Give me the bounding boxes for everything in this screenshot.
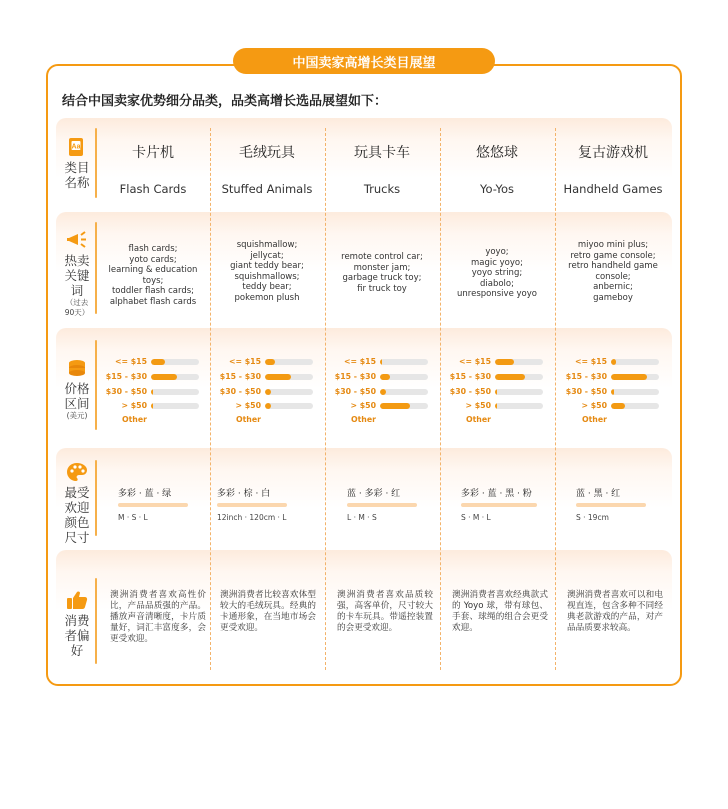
keyword: diabolo; <box>480 278 514 289</box>
page-title: 中国卖家高增长类目展望 <box>233 48 495 74</box>
popular-sizes: 12inch · 120cm · L <box>217 513 287 522</box>
price-track <box>380 403 428 409</box>
popular-sizes: M · S · L <box>118 513 148 522</box>
keyword: teddy bear; <box>242 282 292 292</box>
price-fill <box>495 389 497 395</box>
price-row <box>326 388 438 396</box>
price-track <box>495 389 543 395</box>
row-header-name <box>56 137 98 190</box>
consumer-preference: 澳洲消费者喜欢经典款式的 Yoyo 球，带有球包、手套、球绳的组合会更受欢迎。 <box>452 590 548 633</box>
price-row <box>557 388 669 396</box>
row-label-name: 类目名称 <box>64 160 90 190</box>
price-fill <box>611 359 616 365</box>
price-track <box>265 403 313 409</box>
price-row <box>441 402 553 410</box>
price-track <box>151 389 199 395</box>
price-track <box>265 389 313 395</box>
keyword: miyoo mini plus; <box>577 240 649 250</box>
price-fill <box>265 374 291 380</box>
keyword: gameboy <box>593 292 633 303</box>
price-row <box>441 373 553 381</box>
price-label: $30 - $50 <box>449 387 491 396</box>
category-name-cn: 玩具卡车 <box>354 145 410 161</box>
price-row <box>557 416 669 424</box>
price-row <box>326 373 438 381</box>
keyword: flash cards; <box>128 244 178 254</box>
price-track <box>151 359 199 365</box>
price-row <box>557 402 669 410</box>
price-row <box>326 358 438 366</box>
keyword: fir truck toy <box>357 283 407 294</box>
color-bar <box>118 503 188 507</box>
keyword: unresponsive yoyo <box>457 289 537 299</box>
keyword: squishmallow; <box>236 240 298 250</box>
row-header-color <box>56 462 98 545</box>
popular-sizes: L · M · S <box>347 513 377 522</box>
keywords-cell <box>211 240 323 303</box>
color-bar <box>461 503 537 507</box>
keyword: squishmallows; <box>234 271 300 282</box>
price-fill <box>265 389 271 395</box>
price-fill <box>151 359 165 365</box>
price-track <box>495 359 543 365</box>
price-label: > $50 <box>581 401 607 410</box>
popular-colors: 蓝 · 多彩 · 红 <box>347 489 401 499</box>
price-track <box>611 374 659 380</box>
category-name-en: Flash Cards <box>119 182 187 196</box>
thumbs-up-icon <box>66 590 88 610</box>
price-row <box>211 358 323 366</box>
category-name-en: Handheld Games <box>563 182 663 196</box>
price-track <box>265 374 313 380</box>
column-divider <box>210 128 211 670</box>
price-label: Other <box>235 415 261 424</box>
category-name-cell <box>557 142 669 196</box>
price-track <box>495 403 543 409</box>
price-label: <= $15 <box>574 357 607 366</box>
price-label: <= $15 <box>114 357 147 366</box>
price-label: $15 - $30 <box>449 372 491 381</box>
price-row <box>557 358 669 366</box>
price-label: > $50 <box>121 401 147 410</box>
keyword: toddler flash cards; <box>111 286 195 296</box>
price-label: $30 - $50 <box>105 387 147 396</box>
popular-colors: 蓝 · 黑 · 红 <box>576 489 621 499</box>
row-label-keywords: 热卖关键词 <box>64 253 90 298</box>
price-track <box>611 403 659 409</box>
price-row <box>211 388 323 396</box>
price-row <box>97 402 209 410</box>
category-name-cell <box>326 142 438 196</box>
keywords-cell <box>97 244 209 307</box>
price-track <box>380 359 428 365</box>
category-name-en: Stuffed Animals <box>221 182 313 196</box>
keyword: retro handheld game console; <box>568 261 658 282</box>
category-name-en: Yo-Yos <box>479 182 515 196</box>
category-name-en: Trucks <box>363 182 401 196</box>
price-row <box>97 388 209 396</box>
price-fill <box>151 389 153 395</box>
price-fill <box>611 403 625 409</box>
price-label: > $50 <box>465 401 491 410</box>
color-size-cell <box>217 486 329 522</box>
price-track <box>151 403 199 409</box>
row-header-pref <box>56 590 98 658</box>
popular-colors: 多彩 · 蓝 · 黑 · 粉 <box>461 489 532 499</box>
column-divider <box>440 128 441 670</box>
price-label: Other <box>581 415 607 424</box>
coins-icon <box>66 358 88 378</box>
price-track <box>265 359 313 365</box>
price-fill <box>495 359 514 365</box>
price-row <box>211 402 323 410</box>
popular-sizes: S · M · L <box>461 513 491 522</box>
price-fill <box>151 374 177 380</box>
row-header-keywords <box>56 230 98 318</box>
category-name-cell <box>441 142 553 196</box>
price-track <box>380 389 428 395</box>
megaphone-icon <box>66 230 88 250</box>
keywords-cell <box>441 247 553 300</box>
price-label: <= $15 <box>228 357 261 366</box>
keyword: monster jam; <box>353 262 411 273</box>
row-label-color: 最受欢迎颜色尺寸 <box>64 485 90 545</box>
color-size-cell <box>576 486 688 522</box>
keyword: alphabet flash cards <box>109 296 197 307</box>
keyword: retro game console; <box>570 250 656 261</box>
price-row <box>557 373 669 381</box>
price-label: $15 - $30 <box>334 372 376 381</box>
price-label: > $50 <box>350 401 376 410</box>
price-fill <box>611 389 614 395</box>
price-fill <box>611 374 647 380</box>
row-header-price <box>56 358 98 421</box>
price-label: $15 - $30 <box>105 372 147 381</box>
price-label: > $50 <box>235 401 261 410</box>
price-fill <box>495 374 525 380</box>
row-band-price <box>56 328 672 442</box>
consumer-preference: 澳洲消费者喜欢高性价比，产品品质强的产品。播放声音清晰度，卡片质量好，词汇丰富度多，会更受欢迎。 <box>110 590 206 644</box>
color-bar <box>217 503 287 507</box>
consumer-preference: 澳洲消费者喜欢可以和电视直连，包含多种不同经典老款游戏的产品，对产品品质要求较高。 <box>567 590 663 633</box>
price-row <box>326 402 438 410</box>
keyword: remote control car; <box>341 252 423 262</box>
price-row <box>326 416 438 424</box>
keyword: garbage truck toy; <box>342 273 422 283</box>
price-track <box>151 374 199 380</box>
price-track <box>380 374 428 380</box>
popular-colors: 多彩 · 蓝 · 绿 <box>118 489 172 499</box>
keyword: pokemon plush <box>234 292 300 303</box>
keywords-cell <box>326 252 438 294</box>
column-divider <box>325 128 326 670</box>
color-size-cell <box>461 486 573 522</box>
row-label-pref: 消费者偏好 <box>64 613 90 658</box>
category-name-cn: 复古游戏机 <box>578 145 648 161</box>
price-label: <= $15 <box>458 357 491 366</box>
row-label-price: 价格区间 <box>64 381 90 411</box>
intro-text: 结合中国卖家优势细分品类，品类高增长选品展望如下： <box>62 94 388 109</box>
price-label: $15 - $30 <box>565 372 607 381</box>
price-row <box>97 373 209 381</box>
price-label: <= $15 <box>343 357 376 366</box>
price-label: $15 - $30 <box>219 372 261 381</box>
price-row <box>97 358 209 366</box>
keyword: yoyo string; <box>471 268 523 278</box>
price-track <box>611 389 659 395</box>
document-aa-icon <box>66 137 88 157</box>
price-row <box>441 388 553 396</box>
price-row <box>441 358 553 366</box>
keywords-cell <box>557 240 669 303</box>
price-row <box>211 373 323 381</box>
keyword: anbernic; <box>593 282 633 292</box>
keyword: jellycat; <box>250 250 284 261</box>
keyword: yoto cards; <box>129 254 177 265</box>
category-name-cn: 毛绒玩具 <box>239 145 295 161</box>
price-fill <box>380 389 386 395</box>
keyword: learning & education toys; <box>108 265 198 286</box>
price-fill <box>151 403 153 409</box>
price-fill <box>265 403 271 409</box>
row-sub-keywords: （过去90天） <box>64 298 90 317</box>
price-label: Other <box>465 415 491 424</box>
price-track <box>611 359 659 365</box>
price-fill <box>380 403 410 409</box>
category-name-cell <box>211 142 323 196</box>
category-name-cell <box>97 142 209 196</box>
price-label: Other <box>350 415 376 424</box>
category-name-cn: 卡片机 <box>132 145 174 161</box>
price-label: $30 - $50 <box>565 387 607 396</box>
svg-text:Aa: Aa <box>71 143 81 151</box>
palette-icon <box>66 462 88 482</box>
color-size-cell <box>118 486 230 522</box>
color-size-cell <box>347 486 459 522</box>
price-fill <box>380 359 382 365</box>
price-fill <box>265 359 275 365</box>
category-name-cn: 悠悠球 <box>476 145 518 161</box>
price-label: $30 - $50 <box>219 387 261 396</box>
price-label: Other <box>121 415 147 424</box>
price-fill <box>380 374 390 380</box>
price-row <box>441 416 553 424</box>
popular-colors: 多彩 · 棕 · 白 <box>217 489 271 499</box>
row-sub-price: (美元) <box>66 411 88 420</box>
color-bar <box>347 503 417 507</box>
price-track <box>495 374 543 380</box>
consumer-preference: 澳洲消费者喜欢品质较强，高客单价，尺寸较大的卡车玩具。带遥控装置的会更受欢迎。 <box>337 590 433 633</box>
keyword: giant teddy bear; <box>230 261 304 271</box>
price-row <box>97 416 209 424</box>
popular-sizes: S · 19cm <box>576 513 609 522</box>
consumer-preference: 澳洲消费者比较喜欢体型较大的毛绒玩具。经典的卡通形象，在当地市场会更受欢迎。 <box>220 590 316 633</box>
keyword: magic yoyo; <box>471 257 523 268</box>
price-label: $30 - $50 <box>334 387 376 396</box>
column-divider <box>555 128 556 670</box>
price-row <box>211 416 323 424</box>
keyword: yoyo; <box>485 247 509 257</box>
price-fill <box>495 403 497 409</box>
color-bar <box>576 503 646 507</box>
